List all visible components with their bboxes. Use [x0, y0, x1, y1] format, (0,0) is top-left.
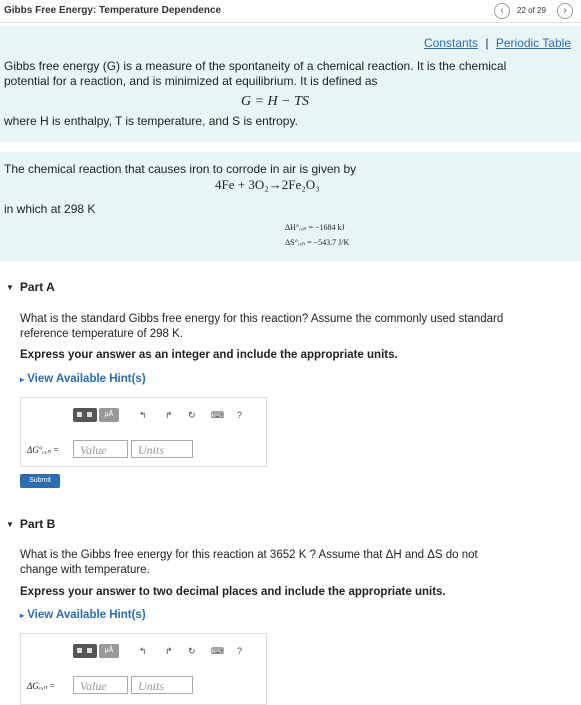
- collapse-icon: ▼: [6, 520, 14, 529]
- top-bar: [0, 0, 581, 23]
- page-title: Gibbs Free Energy: Temperature Dependence: [4, 5, 222, 16]
- intro-panel: [0, 26, 581, 142]
- part-a-hint-link[interactable]: [20, 373, 146, 385]
- part-b-instruction: Express your answer to two decimal places and include the appropriate units.: [20, 586, 446, 598]
- problem-text-1: The chemical reaction that causes iron to corrode in air is given by: [4, 162, 357, 176]
- units-menu-button[interactable]: μÅ: [99, 408, 119, 422]
- problem-text-2: in which at 298 K: [4, 202, 96, 216]
- part-a-header[interactable]: [6, 280, 55, 294]
- part-b-question-1: What is the Gibbs free energy for this reaction at 3652 K ? Assume that ΔH and ΔS do not: [20, 549, 478, 561]
- help-icon[interactable]: ?: [237, 410, 243, 420]
- part-b-hint-link[interactable]: [20, 609, 146, 621]
- undo-icon[interactable]: ↰: [139, 410, 147, 420]
- part-a-units-input[interactable]: Units: [131, 440, 193, 458]
- part-a-title: Part A: [19, 280, 55, 294]
- part-b-answer-box: [20, 633, 267, 705]
- templates-icon[interactable]: [73, 408, 97, 422]
- part-a-answer-label: ΔG°ᵣₓₙ =: [27, 445, 60, 455]
- undo-icon[interactable]: ↰: [139, 646, 147, 656]
- enthalpy-value: ΔH°ᵣₓₙ = −1684 kJ: [285, 223, 345, 232]
- reset-icon[interactable]: ↻: [188, 410, 196, 420]
- part-a-value-input[interactable]: Value: [73, 440, 128, 458]
- constants-link[interactable]: Constants: [423, 36, 479, 50]
- part-a-answer-box: [20, 397, 267, 467]
- next-icon[interactable]: ›: [557, 3, 573, 19]
- part-a-question-2: reference temperature of 298 K.: [20, 328, 184, 340]
- part-a-hint-text: View Available Hint(s): [27, 373, 146, 385]
- part-b-units-input[interactable]: Units: [131, 676, 193, 694]
- intro-text-3: where H is enthalpy, T is temperature, and S is entropy.: [4, 114, 298, 128]
- redo-icon[interactable]: ↱: [165, 410, 173, 420]
- part-a-question-1: What is the standard Gibbs free energy for this reaction? Assume the commonly used standard: [20, 313, 504, 325]
- part-b-hint-text: View Available Hint(s): [27, 609, 146, 621]
- hint-arrow-icon: ▸: [20, 375, 25, 384]
- part-b-header[interactable]: [6, 517, 55, 531]
- part-b-answer-label: ΔGᵣₓₙ =: [27, 681, 56, 691]
- part-a-instruction: Express your answer as an integer and include the appropriate units.: [20, 349, 398, 361]
- templates-icon[interactable]: [73, 644, 97, 658]
- keyboard-icon[interactable]: ⌨: [211, 646, 224, 656]
- intro-text-2: potential for a reaction, and is minimized at equilibrium. It is defined as: [4, 74, 378, 88]
- entropy-value: ΔS°ᵣₓₙ = −543.7 J/K: [285, 238, 350, 247]
- part-b-title: Part B: [19, 517, 56, 531]
- intro-text-1: Gibbs free energy (G) is a measure of the spontaneity of a chemical reaction. It is the chemical: [4, 59, 507, 73]
- problem-panel: [0, 152, 581, 261]
- help-icon[interactable]: ?: [237, 646, 243, 656]
- pager: 22 of 29: [517, 6, 546, 15]
- hint-arrow-icon: ▸: [20, 611, 25, 620]
- collapse-icon: ▼: [6, 283, 14, 292]
- gibbs-equation: G = H − TS: [241, 94, 309, 109]
- keyboard-icon[interactable]: ⌨: [211, 410, 224, 420]
- prev-icon[interactable]: ‹: [494, 3, 510, 19]
- part-b-value-input[interactable]: Value: [73, 676, 128, 694]
- part-b-question-2: change with temperature.: [20, 564, 150, 576]
- units-menu-button[interactable]: μÅ: [99, 644, 119, 658]
- periodic-table-link[interactable]: Periodic Table: [495, 36, 571, 50]
- reference-links: [424, 36, 571, 50]
- part-a-submit-button[interactable]: Submit: [20, 474, 60, 488]
- redo-icon[interactable]: ↱: [165, 646, 173, 656]
- reset-icon[interactable]: ↻: [188, 646, 196, 656]
- link-separator: |: [485, 36, 489, 50]
- reaction-equation: 4Fe + 3O₂→2Fe₂O₃: [215, 177, 320, 192]
